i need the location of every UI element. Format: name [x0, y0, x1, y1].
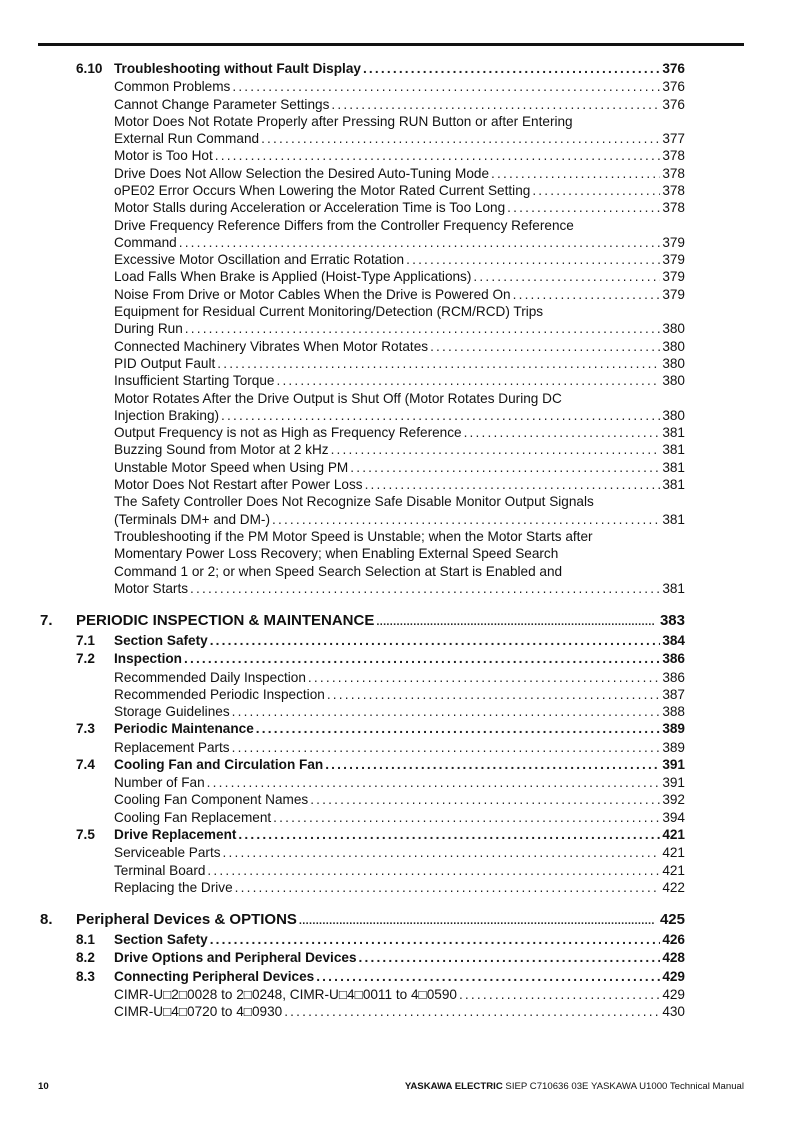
toc-subsection[interactable] [40, 511, 685, 528]
toc-entry-title: Noise From Drive or Motor Cables When the Drive is Powered On [114, 286, 511, 302]
toc-entry-title: External Run Command [114, 131, 260, 147]
toc-page-number: 380 [662, 373, 685, 389]
toc-page-number: 428 [662, 950, 685, 966]
toc-page-number: 389 [662, 739, 685, 755]
toc-page-number: 379 [662, 252, 685, 268]
footer-brand: YASKAWA ELECTRIC [404, 1081, 503, 1092]
dot-leader [207, 774, 661, 791]
toc-subsection[interactable] [40, 809, 685, 826]
section-number: 7.4 [76, 756, 95, 772]
toc-subsection[interactable] [40, 268, 685, 285]
footer-page-number: 10 [38, 1081, 49, 1092]
toc-subsection[interactable] [40, 96, 685, 113]
dot-leader [430, 338, 660, 355]
toc-entry-line [40, 217, 685, 234]
toc-section[interactable] [40, 826, 685, 844]
toc-entry-title: Terminal Board [114, 862, 206, 878]
toc-page-number: 389 [662, 721, 685, 737]
toc-entry-text: Troubleshooting if the PM Motor Speed is Unstable; when the Motor Starts after [114, 528, 593, 544]
toc-entry-title: Connecting Peripheral Devices [114, 968, 315, 984]
dot-leader [316, 968, 660, 986]
toc-page-number: 384 [662, 633, 685, 649]
section-number: 8.2 [76, 950, 95, 966]
dot-leader [331, 441, 661, 458]
dot-leader [217, 355, 660, 372]
toc-page-number: 386 [662, 669, 685, 685]
toc-subsection[interactable] [40, 320, 685, 337]
dot-leader [210, 931, 661, 949]
toc-page-number: 378 [662, 165, 685, 181]
toc-entry-title: Motor Starts [114, 580, 189, 596]
toc-entry-title: PID Output Fault [114, 355, 216, 371]
dot-leader [256, 720, 661, 738]
toc-page-number: 383 [659, 612, 685, 630]
dot-leader [272, 511, 660, 528]
toc-page-number: 377 [662, 131, 685, 147]
toc-entry-title: Inspection [114, 651, 182, 667]
toc-page-number: 376 [662, 61, 685, 76]
toc-page-number: 379 [662, 234, 685, 250]
toc-entry-title: Excessive Motor Oscillation and Erratic Rotation [114, 252, 405, 268]
dot-leader [327, 686, 660, 703]
dot-leader [179, 234, 661, 251]
toc-page-number: 386 [662, 651, 685, 667]
toc-page-number: 381 [662, 459, 685, 475]
toc-entry-title: Recommended Periodic Inspection [114, 686, 325, 702]
toc-entry-title: Injection Braking) [114, 407, 220, 423]
chapter-number: 7. [40, 612, 53, 630]
dot-leader [232, 739, 661, 756]
toc-entry-title: Serviceable Parts [114, 845, 221, 861]
toc-subsection[interactable] [40, 130, 685, 147]
toc-entry-title: CIMR-U□2□0028 to 2□0248, CIMR-U□4□0011 to 4□0590 [114, 986, 457, 1002]
toc-subsection[interactable] [40, 669, 685, 686]
toc-subsection[interactable] [40, 739, 685, 756]
dot-leader [464, 424, 661, 441]
dot-leader [513, 286, 661, 303]
dot-leader [232, 78, 660, 95]
toc-entry-title: Output Frequency is not as High as Frequency Reference [114, 425, 462, 441]
toc-entry-text: Motor Does Not Rotate Properly after Pressing RUN Button or after Entering [114, 113, 573, 129]
toc-subsection[interactable] [40, 459, 685, 476]
toc-subsection[interactable] [40, 844, 685, 861]
toc-subsection[interactable] [40, 476, 685, 493]
dot-leader [235, 879, 661, 896]
toc-section[interactable] [40, 756, 685, 774]
section-number: 6.10 [76, 61, 103, 76]
toc-section[interactable] [40, 632, 685, 650]
toc-chapter[interactable] [40, 611, 685, 632]
toc-page-number: 381 [662, 580, 685, 596]
dot-leader [473, 268, 660, 285]
toc-entry-title: Cooling Fan Replacement [114, 809, 272, 825]
toc-entry-title: Motor Does Not Restart after Power Loss [114, 477, 363, 493]
toc-entry-text: Motor Rotates After the Drive Output is Shut Off (Motor Rotates During DC [114, 390, 562, 406]
toc-page-number: 425 [659, 911, 685, 929]
toc-entry-title: Unstable Motor Speed when Using PM [114, 459, 349, 475]
toc-subsection[interactable] [40, 338, 685, 355]
toc-page-number: 388 [662, 704, 685, 720]
toc-page-number: 387 [662, 686, 685, 702]
toc-page-number: 392 [662, 792, 685, 808]
toc-entry-title: During Run [114, 321, 183, 337]
dot-leader [261, 130, 660, 147]
toc-entry-line [40, 303, 685, 320]
toc-entry-title: Periodic Maintenance [114, 721, 254, 737]
toc-entry-title: Insufficient Starting Torque [114, 373, 275, 389]
dot-leader [238, 826, 660, 844]
toc-page-number: 379 [662, 269, 685, 285]
toc-section[interactable] [40, 720, 685, 738]
footer-document-title [405, 1081, 744, 1092]
toc-subsection[interactable] [40, 862, 685, 879]
toc-entry-title: Drive Does Not Allow Selection the Desired Auto-Tuning Mode [114, 165, 490, 181]
dot-leader [325, 756, 660, 774]
toc-entry-title: Connected Machinery Vibrates When Motor Rotates [114, 338, 429, 354]
dot-leader [376, 613, 654, 632]
toc-entry-title: PERIODIC INSPECTION & MAINTENANCE [76, 612, 375, 630]
dot-leader [190, 580, 660, 597]
toc-page-number: 381 [662, 477, 685, 493]
dot-leader [210, 632, 661, 650]
toc-entry-title: Peripheral Devices & OPTIONS [76, 911, 297, 929]
toc-entry-text: Command 1 or 2; or when Speed Search Selection at Start is Enabled and [114, 563, 563, 579]
toc-page-number: 429 [662, 986, 685, 1002]
dot-leader [215, 147, 661, 164]
toc-subsection[interactable] [40, 78, 685, 95]
toc-entry-title: Load Falls When Brake is Applied (Hoist-Type Applications) [114, 269, 472, 285]
toc-subsection[interactable] [40, 286, 685, 303]
toc-section[interactable] [40, 968, 685, 986]
toc-page-number: 430 [662, 1004, 685, 1019]
toc-subsection[interactable] [40, 774, 685, 791]
toc-entry-line [40, 545, 685, 562]
section-number: 8.1 [76, 932, 95, 948]
toc-page-number: 376 [662, 96, 685, 112]
dot-leader [207, 862, 660, 879]
toc-entry-title: Cooling Fan Component Names [114, 792, 309, 808]
toc-entry-title: CIMR-U□4□0720 to 4□0930 [114, 1004, 283, 1019]
dot-leader [299, 912, 654, 931]
toc-page-number: 378 [662, 148, 685, 164]
toc-entry-line [40, 390, 685, 407]
dot-leader [223, 844, 661, 861]
toc-section[interactable] [40, 949, 685, 967]
dot-leader [406, 251, 660, 268]
toc-entry-title: (Terminals DM+ and DM-) [114, 511, 270, 527]
toc-entry-title: Drive Options and Peripheral Devices [114, 950, 357, 966]
dot-leader [459, 986, 660, 1003]
toc-subsection[interactable] [40, 199, 685, 216]
toc-entry-line [40, 528, 685, 545]
toc-entry-title: oPE02 Error Occurs When Lowering the Motor Rated Current Setting [114, 182, 531, 198]
toc-entry-title: Replacing the Drive [114, 879, 233, 895]
toc-page-number: 380 [662, 355, 685, 371]
toc-page-number: 381 [662, 425, 685, 441]
toc-page-number: 380 [662, 321, 685, 337]
dot-leader [363, 60, 660, 78]
dot-leader [350, 459, 660, 476]
toc-entry-line [40, 113, 685, 130]
toc-entry-title: Motor Stalls during Acceleration or Acceleration Time is Too Long [114, 200, 506, 216]
toc-page-number: 380 [662, 407, 685, 423]
toc-page-number: 422 [662, 879, 685, 895]
toc-entry-title: Cannot Change Parameter Settings [114, 96, 330, 112]
dot-leader [273, 809, 660, 826]
toc-subsection[interactable] [40, 441, 685, 458]
toc-entry-title: Section Safety [114, 633, 208, 649]
table-of-contents [40, 60, 685, 1020]
toc-subsection[interactable] [40, 879, 685, 896]
toc-subsection[interactable] [40, 424, 685, 441]
toc-entry-title: Replacement Parts [114, 739, 230, 755]
dot-leader [184, 650, 660, 668]
toc-page-number: 379 [662, 286, 685, 302]
dot-leader [331, 96, 660, 113]
section-number: 7.2 [76, 651, 95, 667]
toc-subsection[interactable] [40, 791, 685, 808]
toc-entry-title: Buzzing Sound from Motor at 2 kHz [114, 442, 329, 458]
toc-entry-title: Section Safety [114, 932, 208, 948]
toc-page-number: 391 [662, 775, 685, 791]
toc-page-number: 378 [662, 200, 685, 216]
dot-leader [232, 703, 661, 720]
toc-page-number: 381 [662, 442, 685, 458]
dot-leader [185, 320, 661, 337]
toc-entry-title: Drive Replacement [114, 827, 237, 842]
toc-subsection[interactable] [40, 580, 685, 597]
dot-leader [359, 949, 661, 967]
dot-leader [310, 791, 660, 808]
dot-leader [507, 199, 660, 216]
toc-entry-title: Cooling Fan and Circulation Fan [114, 756, 324, 772]
toc-subsection[interactable] [40, 1003, 685, 1020]
toc-page-number: 421 [662, 827, 685, 842]
toc-subsection[interactable] [40, 407, 685, 424]
toc-entry-text: Drive Frequency Reference Differs from the Controller Frequency Reference [114, 217, 574, 233]
toc-page-number: 378 [662, 182, 685, 198]
toc-page-number: 376 [662, 79, 685, 95]
toc-entry-line [40, 493, 685, 510]
toc-entry-text: Equipment for Residual Current Monitoring/Detection (RCM/RCD) Trips [114, 304, 544, 320]
header-rule [38, 43, 744, 46]
dot-leader [221, 407, 660, 424]
toc-subsection[interactable] [40, 251, 685, 268]
dot-leader [532, 182, 660, 199]
toc-entry-title: Troubleshooting without Fault Display [114, 61, 361, 76]
toc-entry-title: Common Problems [114, 79, 231, 95]
section-number: 7.1 [76, 633, 95, 649]
dot-leader [365, 476, 661, 493]
toc-page-number: 429 [662, 968, 685, 984]
toc-page-number: 421 [662, 845, 685, 861]
toc-entry-title: Number of Fan [114, 775, 205, 791]
toc-subsection[interactable] [40, 986, 685, 1003]
toc-entry-text: Momentary Power Loss Recovery; when Enabling External Speed Search [114, 546, 559, 562]
toc-page-number: 381 [662, 511, 685, 527]
toc-page-number: 380 [662, 338, 685, 354]
toc-entry-title: Storage Guidelines [114, 704, 230, 720]
footer-doc-id: SIEP C710636 03E YASKAWA U1000 Technical Manual [505, 1081, 744, 1092]
section-number: 8.3 [76, 968, 95, 984]
dot-leader [308, 669, 660, 686]
toc-entry-title: Recommended Daily Inspection [114, 669, 306, 685]
toc-subsection[interactable] [40, 165, 685, 182]
page-footer [38, 1081, 744, 1092]
toc-entry-text: The Safety Controller Does Not Recognize Safe Disable Monitor Output Signals [114, 494, 594, 510]
toc-entry-line [40, 563, 685, 580]
section-number: 7.3 [76, 721, 95, 737]
dot-leader [276, 372, 660, 389]
toc-subsection[interactable] [40, 182, 685, 199]
toc-subsection[interactable] [40, 703, 685, 720]
dot-leader [284, 1003, 660, 1020]
toc-section[interactable] [40, 931, 685, 949]
toc-page-number: 394 [662, 809, 685, 825]
dot-leader [491, 165, 660, 182]
toc-page-number: 426 [662, 932, 685, 948]
toc-subsection[interactable] [40, 372, 685, 389]
toc-subsection[interactable] [40, 234, 685, 251]
chapter-number: 8. [40, 911, 53, 929]
toc-chapter[interactable] [40, 910, 685, 931]
toc-subsection[interactable] [40, 355, 685, 372]
toc-section[interactable] [40, 60, 685, 78]
toc-entry-title: Command [114, 234, 177, 250]
toc-subsection[interactable] [40, 147, 685, 164]
section-number: 7.5 [76, 827, 95, 842]
toc-page-number: 391 [662, 756, 685, 772]
toc-subsection[interactable] [40, 686, 685, 703]
toc-page-number: 421 [662, 862, 685, 878]
toc-section[interactable] [40, 650, 685, 668]
toc-entry-title: Motor is Too Hot [114, 148, 213, 164]
